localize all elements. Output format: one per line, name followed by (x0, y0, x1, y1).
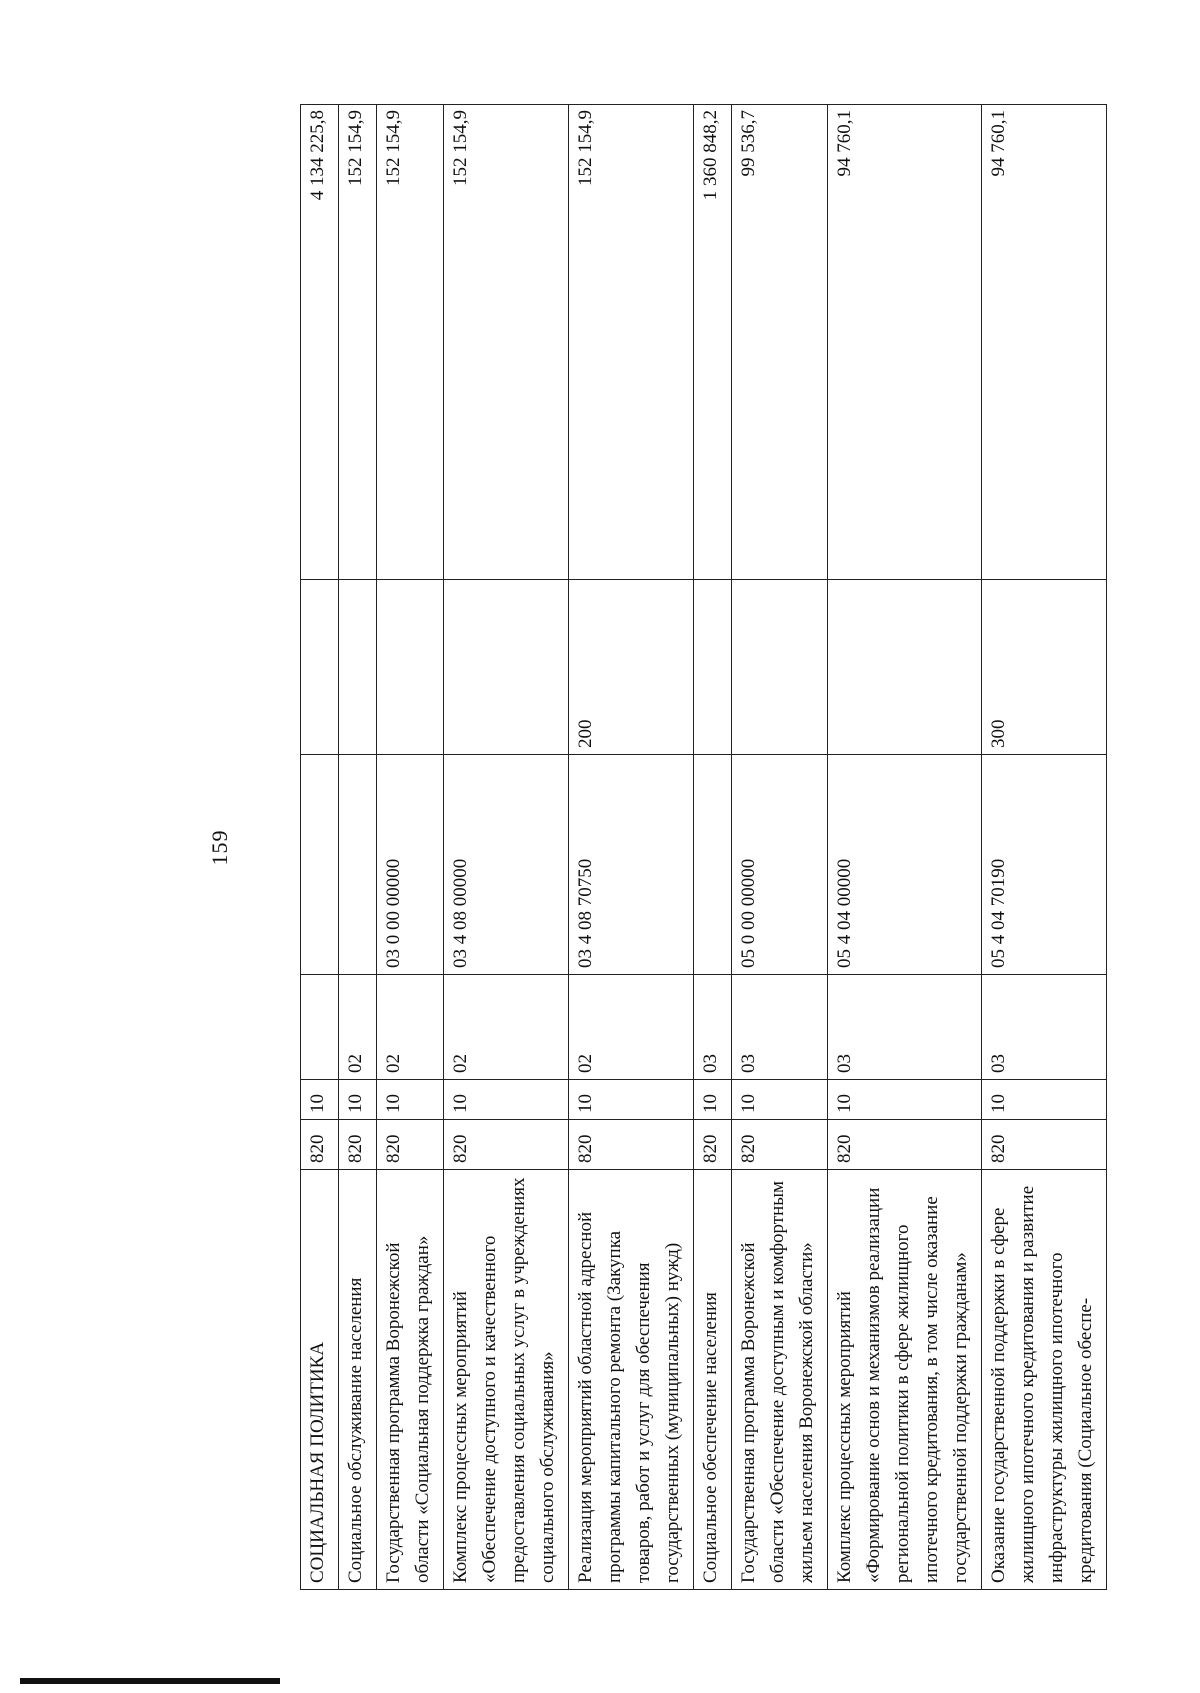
row-name: Государственная программа Воронежской области «Обеспечение доступным и комфортным жильем населения Воронежской области» (732, 1170, 828, 1590)
target-item-code: 03 4 08 70750 (569, 755, 694, 975)
target-item-code: 05 4 04 00000 (828, 755, 982, 975)
table-row (569, 105, 694, 1590)
section-code: 10 (301, 1080, 339, 1120)
budget-table (300, 104, 1107, 1590)
amount: 152 154,9 (377, 105, 444, 580)
ministry-code: 820 (828, 1120, 982, 1170)
subsection-code: 03 (694, 975, 732, 1080)
expense-type-code (301, 580, 339, 755)
ministry-code: 820 (339, 1120, 377, 1170)
target-item-code: 03 4 08 00000 (444, 755, 569, 975)
table-row (694, 105, 732, 1590)
target-item-code: 03 0 00 00000 (377, 755, 444, 975)
ministry-code: 820 (569, 1120, 694, 1170)
amount: 94 760,1 (828, 105, 982, 580)
expense-type-code (377, 580, 444, 755)
target-item-code (339, 755, 377, 975)
subsection-code: 02 (377, 975, 444, 1080)
amount: 94 760,1 (982, 105, 1107, 580)
expense-type-code: 200 (569, 580, 694, 755)
target-item-code: 05 0 00 00000 (732, 755, 828, 975)
row-name: Комплекс процессных мероприятий «Обеспечение доступного и качественного предоставления социальных услуг в учреждениях социального обслуживания» (444, 1170, 569, 1590)
amount: 1 360 848,2 (694, 105, 732, 580)
amount: 152 154,9 (444, 105, 569, 580)
table-row (377, 105, 444, 1590)
table-row (339, 105, 377, 1590)
rotated-content (200, 105, 1100, 1590)
subsection-code: 03 (828, 975, 982, 1080)
subsection-code: 02 (444, 975, 569, 1080)
expense-type-code (694, 580, 732, 755)
page-number: 159 (207, 829, 232, 866)
ministry-code: 820 (444, 1120, 569, 1170)
subsection-code: 02 (339, 975, 377, 1080)
ministry-code: 820 (732, 1120, 828, 1170)
section-code: 10 (982, 1080, 1107, 1120)
row-name: Социальное обслуживание населения (339, 1170, 377, 1590)
expense-type-code (732, 580, 828, 755)
table-row (732, 105, 828, 1590)
subsection-code: 02 (569, 975, 694, 1080)
table-row (301, 105, 339, 1590)
expense-type-code (339, 580, 377, 755)
section-code: 10 (569, 1080, 694, 1120)
table-row (444, 105, 569, 1590)
expense-type-code (444, 580, 569, 755)
section-code: 10 (339, 1080, 377, 1120)
amount: 99 536,7 (732, 105, 828, 580)
section-code: 10 (732, 1080, 828, 1120)
amount: 152 154,9 (339, 105, 377, 580)
target-item-code (694, 755, 732, 975)
row-name: Социальное обеспечение населения (694, 1170, 732, 1590)
row-name: Оказание государственной поддержки в сфере жилищного ипотечного кредитования и развитие инфраструктуры жилищного ипотечного кредитования (Социальное обеспе- (982, 1170, 1107, 1590)
section-code: 10 (828, 1080, 982, 1120)
row-name: Комплекс процессных мероприятий «Формирование основ и механизмов реализации региональной политики в сфере жилищного ипотечного кредитования, в том числе оказание государственной поддержки гражданам» (828, 1170, 982, 1590)
ministry-code: 820 (377, 1120, 444, 1170)
table-row (982, 105, 1107, 1590)
ministry-code: 820 (301, 1120, 339, 1170)
subsection-code: 03 (732, 975, 828, 1080)
section-code: 10 (694, 1080, 732, 1120)
section-code: 10 (444, 1080, 569, 1120)
target-item-code: 05 4 04 70190 (982, 755, 1107, 975)
footer-rule (20, 1678, 280, 1684)
row-name: Государственная программа Воронежской области «Социальная поддержка граждан» (377, 1170, 444, 1590)
ministry-code: 820 (694, 1120, 732, 1170)
ministry-code: 820 (982, 1120, 1107, 1170)
amount: 152 154,9 (569, 105, 694, 580)
subsection-code: 03 (982, 975, 1107, 1080)
target-item-code (301, 755, 339, 975)
row-name: Реализация мероприятий областной адресной программы капитального ремонта (Закупка товаров, работ и услуг для обеспечения государственных (муниципальных) нужд) (569, 1170, 694, 1590)
row-name: СОЦИАЛЬНАЯ ПОЛИТИКА (301, 1170, 339, 1590)
table-row (828, 105, 982, 1590)
amount: 4 134 225,8 (301, 105, 339, 580)
expense-type-code (828, 580, 982, 755)
expense-type-code: 300 (982, 580, 1107, 755)
subsection-code (301, 975, 339, 1080)
section-code: 10 (377, 1080, 444, 1120)
